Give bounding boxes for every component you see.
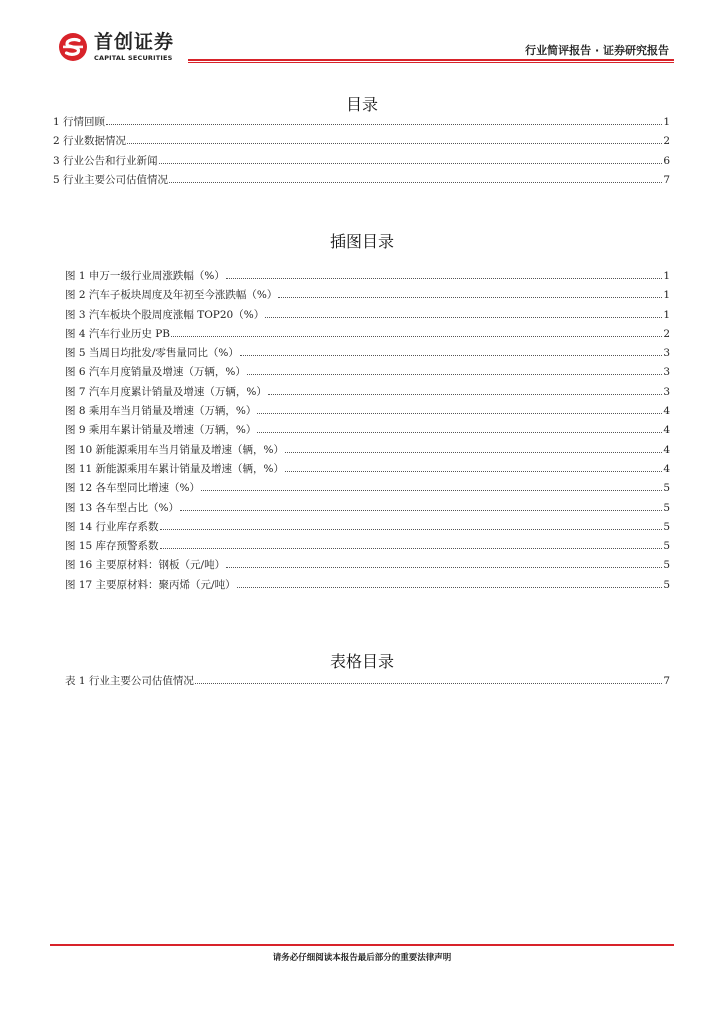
toc-leader [160,529,663,530]
capital-securities-logo-icon [58,32,88,62]
figure-entry[interactable] [65,557,670,576]
figure-entry[interactable] [65,345,670,364]
figure-entry-page: 3 [663,347,670,360]
tables-toc-title: 表格目录 [329,652,394,671]
figure-entry-label: 图 7 汽车月度累计销量及增速（万辆，%） [65,385,267,398]
figure-entry[interactable] [65,326,670,345]
figure-entry-page: 4 [663,424,670,437]
toc-leader [160,548,663,549]
figure-entry[interactable] [65,500,670,519]
toc-entry[interactable] [53,153,670,172]
toc-leader [127,143,662,144]
figure-entry[interactable] [65,461,670,480]
figure-entry-label: 图 6 汽车月度销量及增速（万辆，%） [65,366,246,379]
figure-entry[interactable] [65,577,670,596]
page-header [0,0,724,70]
logo-english-name: CAPITAL SECURITIES [94,53,173,62]
figures-toc-title: 插图目录 [329,232,394,251]
figure-entry-label: 图 5 当周日均批发/零售量同比（%） [65,347,239,360]
toc-leader [226,567,662,568]
figure-entry-page: 5 [663,540,670,553]
figure-entry-page: 5 [663,559,670,572]
figure-entry-page: 4 [663,462,670,475]
table-entry-page: 7 [663,675,670,687]
tables-toc-list [65,673,670,692]
figure-entry[interactable] [65,287,670,306]
toc-entry-page: 6 [663,154,670,167]
figure-entry-label: 图 3 汽车板块个股周度涨幅 TOP20（%） [65,308,265,321]
figure-entry-page: 1 [663,270,670,282]
toc-leader [265,317,662,318]
figure-entry-page: 5 [663,482,670,495]
figure-entry-label: 图 17 主要原材料：聚丙烯（元/吨） [65,578,236,591]
figure-entry-page: 2 [663,327,670,340]
toc-entry-label: 5 行业主要公司估值情况 [53,173,169,186]
figure-entry[interactable] [65,403,670,422]
figure-entry[interactable] [65,384,670,403]
toc-entry-label: 2 行业数据情况 [53,135,127,148]
toc-leader [247,374,662,375]
figure-entry-page: 5 [663,501,670,514]
figure-entry-page: 4 [663,405,670,418]
figure-entry-page: 3 [663,385,670,398]
figure-entry-page: 1 [663,289,670,302]
figure-entry-label: 图 8 乘用车当月销量及增速（万辆，%） [65,405,257,418]
toc-entry-label: 3 行业公告和行业新闻 [53,154,158,167]
toc-leader [278,297,662,298]
toc-entry[interactable] [53,114,670,133]
figure-entry[interactable] [65,519,670,538]
toc-leader [106,124,662,125]
figure-entry-label: 图 16 主要原材料：钢板（元/吨） [65,559,226,572]
figure-entry[interactable] [65,268,670,287]
toc-leader [257,432,662,433]
toc-leader [285,452,662,453]
toc-entry[interactable] [53,172,670,191]
toc-leader [237,587,663,588]
figure-entry-label: 图 2 汽车子板块周度及年初至今涨跌幅（%） [65,289,278,302]
logo-chinese-name: 首创证券 [94,30,175,53]
toc-title: 目录 [345,95,378,114]
figure-entry[interactable] [65,422,670,441]
toc-entry-page: 7 [663,173,670,186]
company-logo [58,32,174,62]
figures-toc-list [65,268,670,596]
figure-entry-label: 图 15 库存预警系数 [65,540,159,553]
figure-entry[interactable] [65,364,670,383]
legal-notice: 请务必仔细阅读本报告最后部分的重要法律声明 [272,953,452,963]
report-type: 行业简评报告 · 证券研究报告 [525,44,669,57]
figure-entry-page: 4 [663,443,670,456]
figure-entry-page: 5 [663,578,670,591]
toc-leader [285,471,662,472]
toc-leader [159,163,663,164]
toc-entry-label: 1 行情回顾 [53,116,106,128]
figure-entry-page: 3 [663,366,670,379]
toc-leader [257,413,662,414]
figure-entry-page: 5 [663,520,670,533]
header-divider [188,59,674,61]
figure-entry[interactable] [65,480,670,499]
toc-entry-page: 2 [663,135,670,148]
figure-entry-label: 图 4 汽车行业历史 PB [65,327,170,340]
table-entry[interactable] [65,673,670,692]
figure-entry[interactable] [65,307,670,326]
figure-entry-label: 图 13 各车型占比（%） [65,501,180,514]
figure-entry-label: 图 11 新能源乘用车累计销量及增速（辆，%） [65,462,285,475]
toc-leader [180,510,662,511]
figure-entry-page: 1 [663,308,670,321]
figure-entry-label: 图 14 行业库存系数 [65,520,159,533]
toc-leader [240,355,662,356]
toc-entry[interactable] [53,133,670,152]
footer-divider [50,944,674,946]
figure-entry-label: 图 12 各车型同比增速（%） [65,482,201,495]
toc-leader [226,278,662,279]
figure-entry[interactable] [65,538,670,557]
figure-entry[interactable] [65,442,670,461]
figure-entry-label: 图 1 申万一级行业周涨跌幅（%） [65,270,225,282]
toc-leader [195,683,662,684]
toc-list [53,114,670,191]
figure-entry-label: 图 10 新能源乘用车当月销量及增速（辆，%） [65,443,285,456]
toc-leader [201,490,662,491]
figure-entry-label: 图 9 乘用车累计销量及增速（万辆，%） [65,424,257,437]
toc-leader [171,336,662,337]
toc-entry-page: 1 [663,116,670,128]
toc-leader [169,182,662,183]
header-divider-thin [188,62,674,63]
toc-leader [268,394,662,395]
table-entry-label: 表 1 行业主要公司估值情况 [65,675,194,687]
